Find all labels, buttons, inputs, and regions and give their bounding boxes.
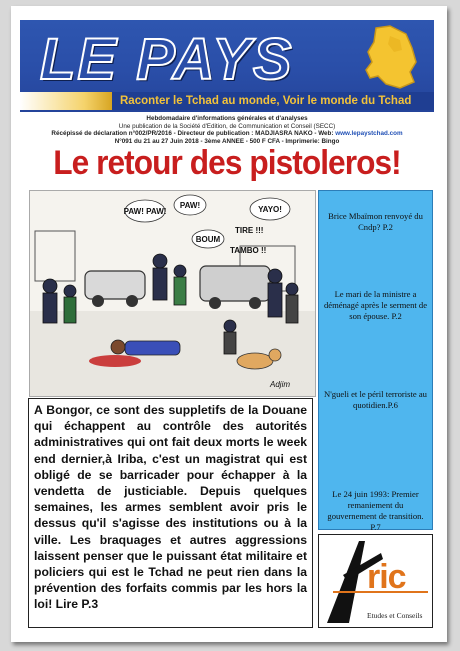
bubble-2: PAW!: [179, 201, 201, 210]
fric-advertisement[interactable]: [318, 534, 433, 628]
newspaper-logo: LE PAYS: [40, 27, 294, 92]
slogan-text: Raconter le Tchad au monde, Voir le monde du Tchad: [112, 92, 434, 110]
website-link[interactable]: www.lepaystchad.com: [335, 130, 403, 137]
bubble-3: BOUM: [195, 235, 221, 244]
info-line-4: N°091 du 21 au 27 Juin 2018 - 3ème ANNEE - 500 F CFA - Imprimerie: Bingo: [114, 137, 340, 145]
masthead: [20, 20, 434, 112]
sign-2: TAMBO !!: [230, 246, 267, 255]
info-line-1: Hebdomadaire d'informations générales et d'analyses: [146, 115, 308, 122]
cartoon-drawing: [30, 191, 315, 396]
main-headline: Le retour des pistoleros!: [53, 144, 401, 182]
lead-article: A Bongor, ce sont des suppletifs de la Douane qui échappent au contrôle des autorités administratives qui ont fait deux morts le week end dernier,à Iriba, c'est un magistrat qui est obligé de se barricader pour échapper à la vendetta de justiciable. Depuis quelques semaines, les armes semblent avoir pris le dessus qu'il s'agisse des institutions ou à la ville. Les braquages et autres aggressions laissent penser que le puissant état militaire et policiers qui est le Tchad ne peut rien dans la prévention des forfaits commis par les hors la loi! Lire P.3: [28, 398, 313, 628]
slogan-accent: [20, 92, 112, 110]
teaser-2[interactable]: Le mari de la ministre a déménagé après le serment de son épouse. P.2: [323, 289, 428, 321]
sidebar-teasers: [318, 190, 433, 530]
bubble-4: YAYO!: [258, 205, 282, 214]
ad-subtitle: Etudes et Conseils: [367, 611, 423, 620]
teaser-3[interactable]: N'gueli et le péril terroriste au quotidien.P.6: [324, 389, 427, 410]
cartoon-signature: Adjim: [270, 380, 291, 389]
sign-1: TIRE !!!: [235, 226, 264, 235]
chad-map-icon: [356, 24, 426, 90]
slogan-bar: [20, 92, 434, 110]
info-line-3: [20, 130, 434, 138]
bubble-1: PAW! PAW!: [123, 207, 167, 216]
info-line-2: Une publication de la Société d'Edition, de Communication et Conseil (SECC): [118, 122, 336, 130]
ad-word: ric: [367, 558, 406, 596]
info-line-3-text: Récépissé de déclaration n°002/PR/2016 - Directeur de publication : MADJIASRA NAKO - Web:: [51, 130, 336, 137]
cartoon-illustration: [29, 190, 316, 397]
publication-info: [20, 115, 434, 145]
teaser-4[interactable]: Le 24 juin 1993: Premier remaniement du gouvernement de transition. P.7: [327, 489, 424, 532]
teaser-1[interactable]: Brice Mbaïmon renvoyé du Cndp? P.2: [328, 211, 423, 232]
